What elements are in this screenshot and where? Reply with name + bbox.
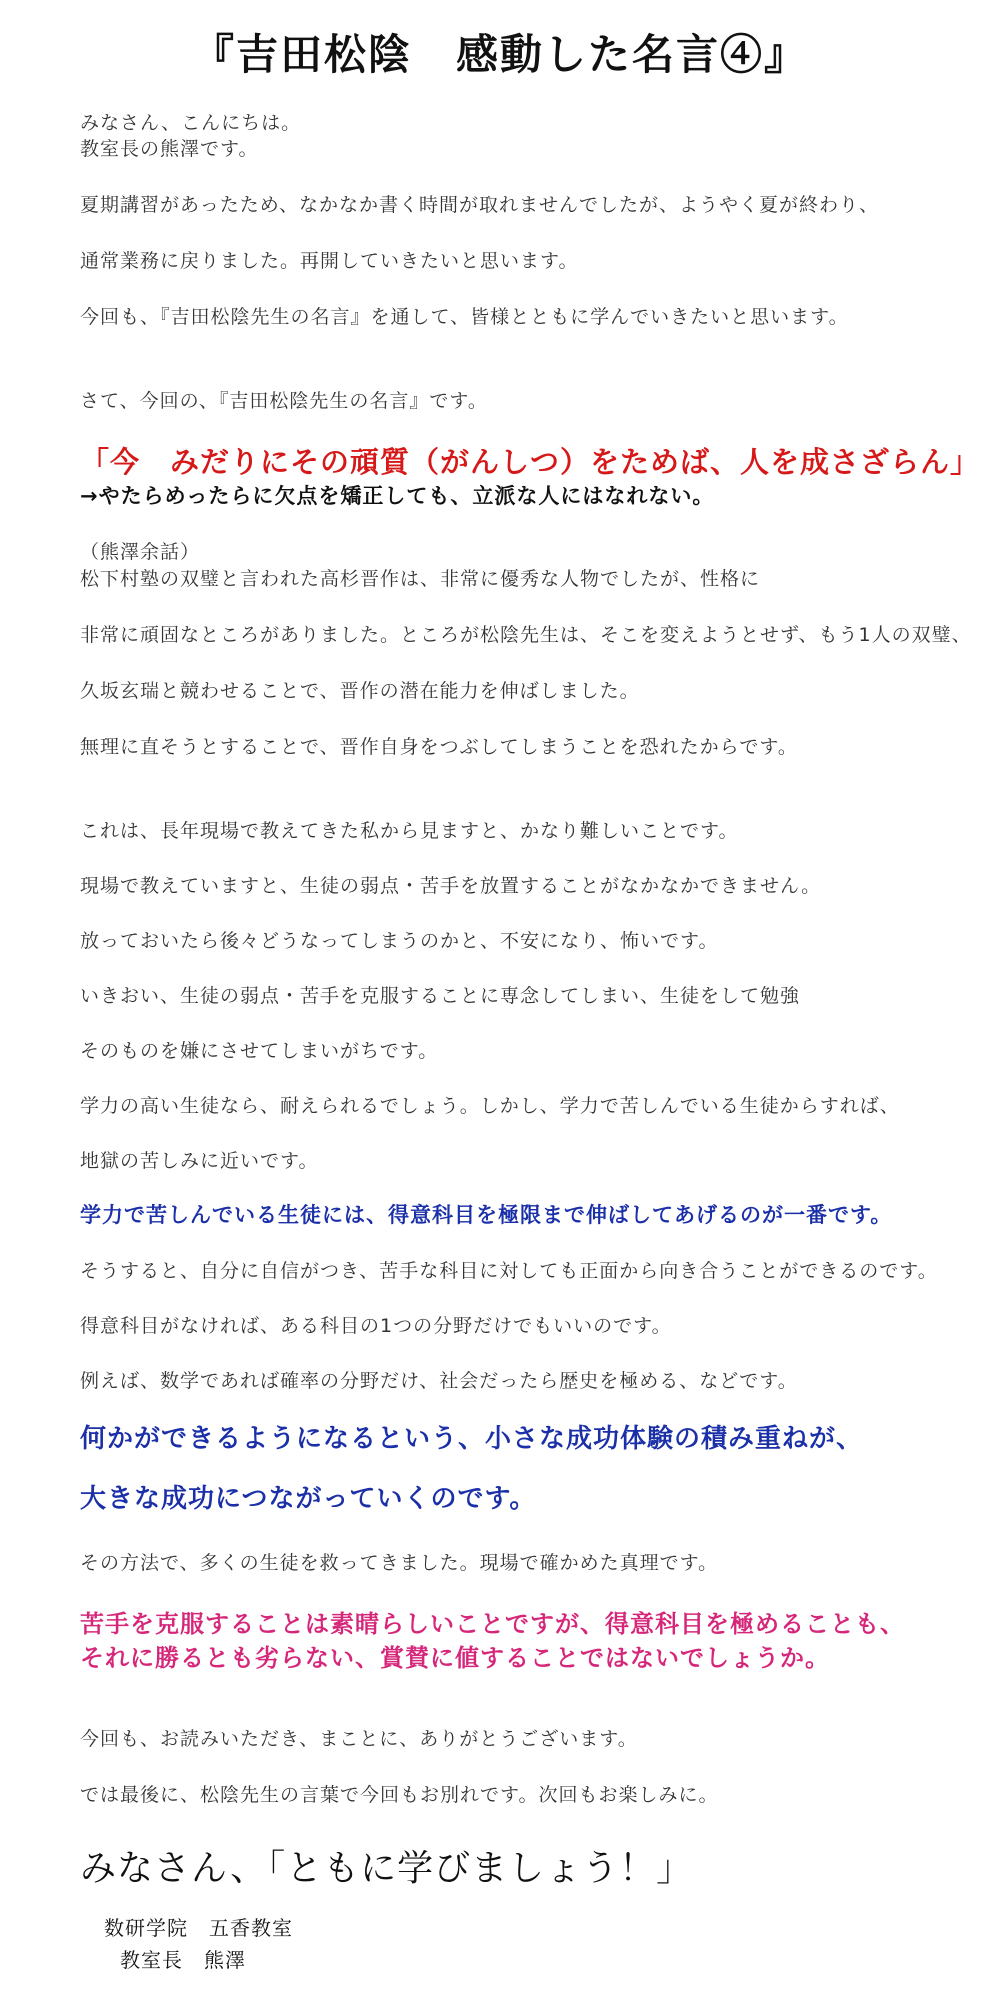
featured-quote: 「今 みだりにその頑質（がんしつ）をためば、人を成さざらん」: [80, 445, 981, 479]
body-paragraph: さて、今回の、『吉田松陰先生の名言』です。: [80, 390, 488, 412]
emphasis-blue: 学力で苦しんでいる生徒には、得意科目を極限まで伸ばしてあげるのが一番です。: [80, 1203, 893, 1227]
signature-org: 数研学院 五香教室: [104, 1916, 293, 1940]
emphasis-pink: 苦手を克服することは素晴らしいことですが、得意科目を極めることも、: [80, 1610, 905, 1638]
body-paragraph: 久坂玄瑞と競わせることで、晋作の潜在能力を伸ばしました。: [80, 680, 640, 702]
body-paragraph: いきおい、生徒の弱点・苦手を克服することに専念してしまい、生徒をして勉強: [80, 985, 801, 1007]
aside-heading: （熊澤余話）: [80, 541, 201, 563]
greeting-line: みなさん、こんにちは。: [80, 112, 302, 134]
body-paragraph: 現場で教えていますと、生徒の弱点・苦手を放置することがなかなかできません。: [80, 875, 822, 897]
body-paragraph: これは、長年現場で教えてきた私から見ますと、かなり難しいことです。: [80, 820, 739, 842]
closing-phrase: みなさん、「ともに学びましょう！」: [80, 1848, 694, 1889]
quote-meaning: →やたらめったらに欠点を矯正しても、立派な人にはなれない。: [80, 484, 715, 508]
body-paragraph: では最後に、松陰先生の言葉で今回もお別れです。次回もお楽しみに。: [80, 1784, 719, 1806]
body-paragraph: 放っておいたら後々どうなってしまうのかと、不安になり、怖いです。: [80, 930, 719, 952]
emphasis-pink: それに勝るとも劣らない、賞賛に値することではないでしょうか。: [80, 1644, 830, 1672]
body-paragraph: そのものを嫌にさせてしまいがちです。: [80, 1040, 439, 1062]
body-paragraph: 無理に直そうとすることで、晋作自身をつぶしてしまうことを恐れたからです。: [80, 736, 798, 758]
body-paragraph: 得意科目がなければ、ある科目の1つの分野だけでもいいのです。: [80, 1315, 672, 1337]
body-paragraph: 学力の高い生徒なら、耐えられるでしょう。しかし、学力で苦しんでいる生徒からすれば、: [80, 1095, 900, 1117]
body-paragraph: 通常業務に戻りました。再開していきたいと思います。: [80, 250, 579, 272]
emphasis-blue-large: 大きな成功につながっていくのです。: [80, 1484, 537, 1514]
author-intro: 教室長の熊澤です。: [80, 138, 259, 160]
body-paragraph: 今回も、お読みいただき、まことに、ありがとうございます。: [80, 1728, 638, 1750]
body-paragraph: 夏期講習があったため、なかなか書く時間が取れませんでしたが、ようやく夏が終わり、: [80, 194, 880, 216]
signature-name: 教室長 熊澤: [120, 1948, 246, 1972]
body-paragraph: 今回も、『吉田松陰先生の名言』を通して、皆様とともに学んでいきたいと思います。: [80, 306, 849, 328]
body-paragraph: そうすると、自分に自信がつき、苦手な科目に対しても正面から向き合うことができるのです。: [80, 1260, 938, 1282]
emphasis-blue-large: 何かができるようになるという、小さな成功体験の積み重ねが、: [80, 1424, 864, 1454]
body-paragraph: 例えば、数学であれば確率の分野だけ、社会だったら歴史を極める、などです。: [80, 1370, 798, 1392]
body-paragraph: 松下村塾の双璧と言われた高杉晋作は、非常に優秀な人物でしたが、性格に: [80, 568, 761, 590]
page-title: 『吉田松陰 感動した名言④』: [191, 30, 808, 79]
body-paragraph: 地獄の苦しみに近いです。: [80, 1150, 319, 1172]
body-paragraph: その方法で、多くの生徒を救ってきました。現場で確かめた真理です。: [80, 1552, 719, 1574]
body-paragraph: 非常に頑固なところがありました。ところが松陰先生は、そこを変えようとせず、もう1人の双璧、: [80, 624, 972, 646]
